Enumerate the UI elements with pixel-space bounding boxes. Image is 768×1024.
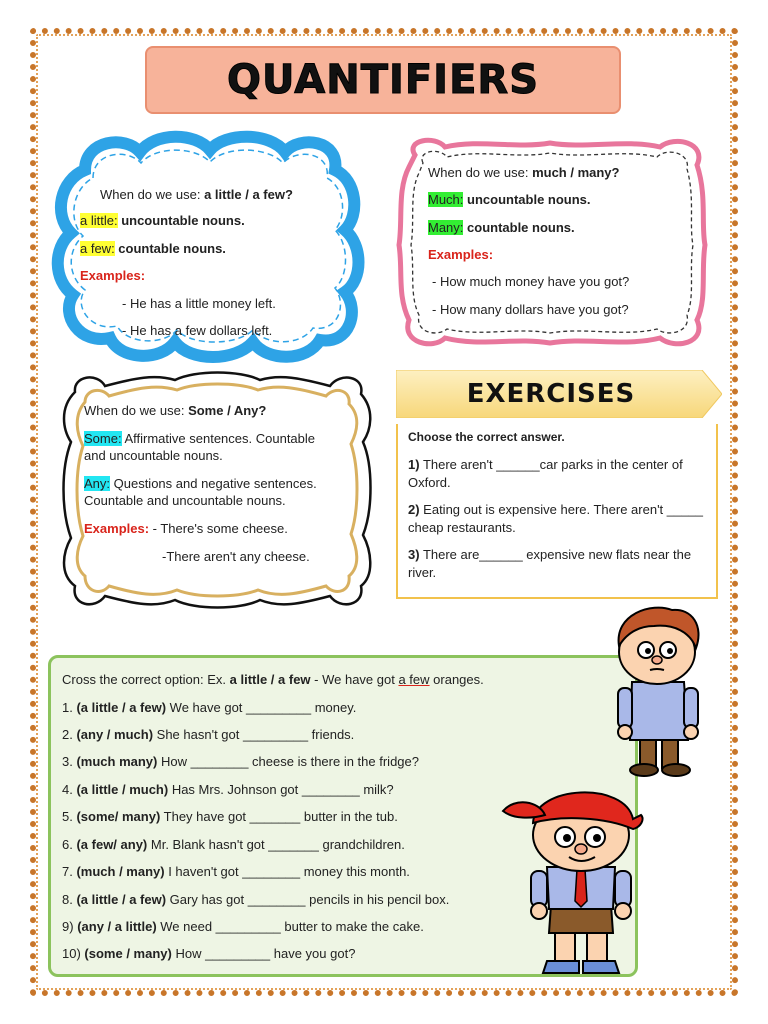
item-options[interactable]: (a few/ any) [76,837,148,852]
item-number: 7. [62,864,73,879]
black-card-line-any [84,475,317,493]
heading-prefix: When do we use: [428,165,533,180]
item-number: 6. [62,837,73,852]
cross-item-4 [62,782,394,797]
item-text: Gary has got ________ pencils in his pencil box. [166,892,450,907]
black-card-line-some [84,430,315,448]
item-options[interactable]: (a little / a few) [76,700,167,715]
exercises-instruction: Choose the correct answer. [408,430,565,444]
highlight-a-few: a few: [80,241,115,256]
exercises-box [396,424,718,599]
item-options[interactable]: (some / many) [84,946,172,961]
item-number: 4. [62,782,73,797]
cross-item-2 [62,727,354,742]
cross-item-6 [62,837,405,852]
exercise-question-3 [408,546,710,582]
line-rest: countable nouns. [114,241,226,256]
item-options[interactable]: (much / many) [76,864,165,879]
intro-bold: a little / a few [229,672,311,687]
item-number: 9) [62,919,74,934]
black-card-line-some-cont: and uncountable nouns. [84,448,223,463]
item-text: She hasn't got _________ friends. [153,727,355,742]
highlight-many: Many: [428,220,464,235]
pink-card-line-many [428,219,575,237]
boy-thinking-illustration [592,600,722,780]
title-banner [145,46,621,114]
cross-item-3 [62,754,419,769]
question-text: There aren't ______car parks in the center of Oxford. [408,457,683,490]
line-rest: uncountable nouns. [463,192,591,207]
highlight-much: Much: [428,192,464,207]
heading-prefix: When do we use: [84,403,189,418]
line-rest: uncountable nouns. [117,213,245,228]
blue-card-line-a-little [80,212,245,230]
black-card-heading [84,402,266,420]
intro-mid: - We have got [310,672,399,687]
exercise-question-1 [408,456,710,492]
blue-card-heading [100,186,293,204]
item-options[interactable]: (a little / much) [76,782,169,797]
exercise-question-2 [408,501,710,537]
item-options[interactable]: (some/ many) [76,809,161,824]
cross-intro [62,672,484,687]
pink-card-examples-label: Examples: [428,247,494,262]
item-number: 3. [62,754,73,769]
item-number: 8. [62,892,73,907]
cross-item-8 [62,892,449,907]
black-card-line-any-cont: Countable and uncountable nouns. [84,493,286,508]
question-number: 1) [408,457,420,472]
item-options[interactable]: (a little / a few) [76,892,167,907]
item-text: How _________ have you got? [171,946,356,961]
exercises-banner [396,370,722,418]
blue-card-example-1: - He has a little money left. [122,296,276,311]
item-number: 10) [62,946,81,961]
item-number: 1. [62,700,73,715]
item-text: How ________ cheese is there in the fridge? [157,754,419,769]
intro-underlined: a few [398,672,430,687]
line-rest: countable nouns. [463,220,575,235]
heading-bold: Some / Any? [188,403,267,418]
highlight-any: Any: [84,476,111,491]
heading-prefix: When do we use: [100,187,205,202]
exercises-title: EXERCISES [466,379,636,409]
item-options[interactable]: (any / much) [76,727,154,742]
pink-card-example-1: - How much money have you got? [432,274,630,289]
line-rest: Affirmative sentences. Countable [121,431,316,446]
black-card-example-1-row [84,520,288,538]
heading-bold: a little / a few? [204,187,293,202]
boy-red-cap-illustration [495,775,665,980]
cross-item-9 [62,919,424,934]
item-text: I haven't got ________ money this month. [164,864,410,879]
highlight-some: Some: [84,431,122,446]
intro-prefix: Cross the correct option: Ex. [62,672,230,687]
blue-card-examples-label: Examples: [80,268,146,283]
blue-card-example-2: - He has a few dollars left. [122,323,273,338]
item-number: 2. [62,727,73,742]
highlight-a-little: a little: [80,213,118,228]
item-options[interactable]: (much many) [76,754,158,769]
item-text: Mr. Blank hasn't got _______ grandchildren. [147,837,405,852]
item-number: 5. [62,809,73,824]
question-text: Eating out is expensive here. There aren't _____ cheap restaurants. [408,502,703,535]
cross-item-7 [62,864,410,879]
examples-label: Examples: [84,521,150,536]
blue-card-line-a-few [80,240,226,258]
intro-suffix: oranges. [429,672,484,687]
pink-card-heading [428,164,619,182]
cross-item-10 [62,946,355,961]
pink-card-line-much [428,191,591,209]
question-number: 3) [408,547,420,562]
cross-item-1 [62,700,356,715]
item-text: We need _________ butter to make the cake. [156,919,424,934]
black-card-example-2: -There aren't any cheese. [162,549,310,564]
item-text: Has Mrs. Johnson got ________ milk? [168,782,394,797]
item-text: We have got _________ money. [166,700,357,715]
black-card-example-1: - There's some cheese. [149,521,288,536]
line-rest: Questions and negative sentences. [110,476,317,491]
cross-item-5 [62,809,398,824]
question-text: There are______ expensive new flats near the river. [408,547,692,580]
item-text: They have got _______ butter in the tub. [160,809,398,824]
heading-bold: much / many? [532,165,620,180]
page-title: QUANTIFIERS [227,57,539,103]
pink-card-example-2: - How many dollars have you got? [432,302,629,317]
question-number: 2) [408,502,420,517]
item-options[interactable]: (any / a little) [77,919,157,934]
